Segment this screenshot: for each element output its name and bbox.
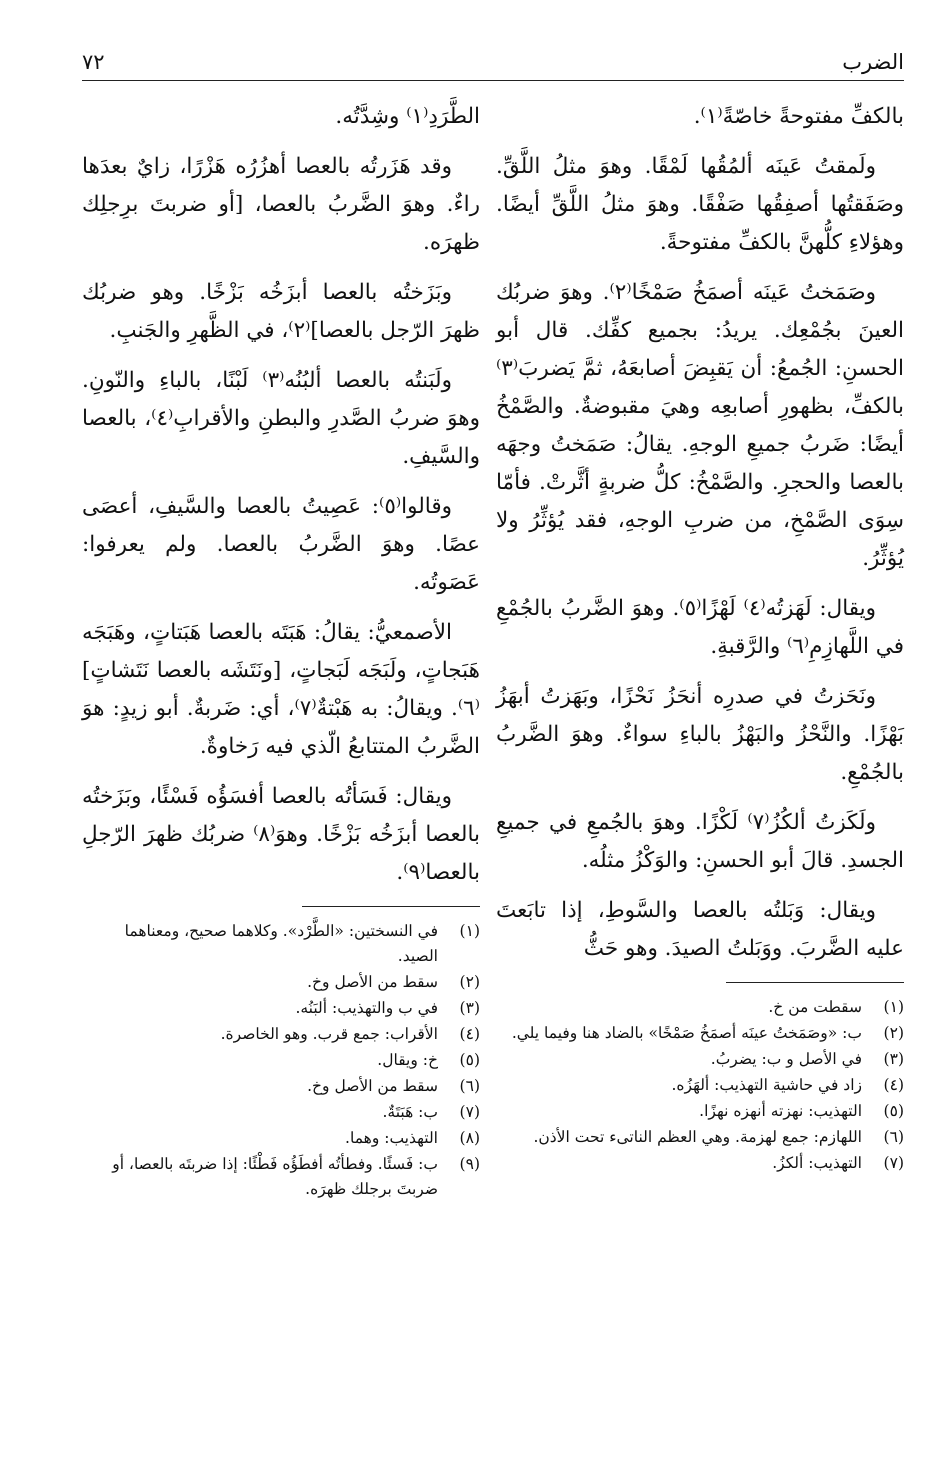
paragraph: وقالوا⁽٥⁾: عَصِيتُ بالعصا والسَّيفِ، أعصَى عصًا. وهوَ الضَّربُ بالعصا. ولم يعرفوا: عَصَوتُه. (82, 494, 480, 595)
footnote-number: (٧) (459, 1103, 480, 1121)
footnote-text: اللهازم: جمع لهزمة. وهي العظم الناتىء تحت الأذن. (533, 1128, 862, 1146)
footnote-text: زاد في حاشية التهذيب: ألهَزُه. (671, 1076, 862, 1094)
footnote (496, 1047, 904, 1072)
footnote-rule (302, 906, 480, 907)
footnote-number: (٤) (459, 1025, 480, 1043)
paragraph: وصَمَختُ عَينَه أصمَخُ صَمْخًا⁽٢⁾. وهوَ ضربُك العينَ بجُمْعِك. يريدُ: بجميع كفِّك. قال أبو الحسنِ: الجُمعُ: أن يَقبِضَ أصابعَهُ، ثمَّ يَضربَ⁽٣⁾ بالكفِّ، بظهورِ أصابعِه وهيَ مقبوضةٌ. والصَّمْخُ أيضًا: ضَربُ جميعِ الوجهِ. يقالُ: صَمَختُ وجهَه بالعصا والحجرِ. والصَّمْخُ: كلُّ ضربةٍ أثَّرتْ. فأمّا سِوَى الصَّمْخِ، من ضربِ الوجهِ، فقد يُؤثِّرُ ولا يُؤثِّرُ. (496, 280, 904, 571)
footnote (82, 1048, 480, 1073)
footnote-number: (٥) (459, 1051, 480, 1069)
footnote-text: التهذيب: نهزته أنهزه نهزًا. (699, 1102, 862, 1120)
footnote-text: في ب والتهذيب: ألبَنُه. (295, 999, 438, 1017)
footnote-number: (٩) (459, 1155, 480, 1173)
footnote (82, 1022, 480, 1047)
footnote (496, 1151, 904, 1176)
paragraph: ولَبَنتُه بالعصا ألبُنُه⁽٣⁾ لَبْنًا، بالباءِ والنّونِ. وهوَ ضربُ الصَّدرِ والبطنِ والأقرابِ⁽٤⁾، بالعصا والسَّيفِ. (82, 368, 480, 469)
footnote (496, 1073, 904, 1098)
right-column (496, 98, 904, 1177)
paragraph: ونَحَزتُ في صدرِه أنحَزُ نَحْزًا، وبَهَزتُ أبهَزُ بَهْزًا. والنَّحْزُ والبَهْزُ بالباءِ سواءٌ. وهوَ الضَّربُ بالجُمْعِ. (496, 684, 904, 785)
footnote-rule (726, 982, 904, 983)
paragraph: الطَّرَدِ⁽١⁾ وشِدَّتُه. (335, 104, 480, 129)
paragraph: ويقال: فَسَأتُه بالعصا أفسَؤُه فَسْئًا، وبَزَختُه بالعصا أبزَخُه بَزْخًا. وهوَ⁽٨⁾ ضربُك ظهرَ الرّجلِ بالعصا⁽٩⁾. (82, 784, 480, 885)
footnote (82, 1126, 480, 1151)
footnote-text: التهذيب: وهما. (345, 1129, 438, 1147)
footnote-number: (٢) (883, 1024, 904, 1042)
paragraph: ويقال: وَبَلتُه بالعصا والسَّوطِ، إذا تابَعتَ عليه الضَّربَ. ووَبَلتُ الصيدَ. وهو حَثُّ (496, 898, 904, 961)
paragraph: ويقال: لَهَزتُه⁽٤⁾ لَهْزًا⁽٥⁾. وهوَ الضَّربُ بالجُمْعِ في اللَّهازِمِ⁽٦⁾ والرَّقبةِ. (496, 596, 904, 659)
footnote-text: سقطت من خ. (768, 998, 862, 1016)
footnote-number: (٥) (883, 1102, 904, 1120)
footnote-text: التهذيب: ألكزُ. (772, 1154, 862, 1172)
left-column (82, 98, 480, 1203)
footnote-text: سقط من الأصل وخ. (307, 1077, 438, 1095)
footnote (82, 919, 480, 969)
footnotes (496, 995, 904, 1176)
footnote (496, 1099, 904, 1124)
footnote (496, 995, 904, 1020)
footnote-text: خ: ويقال. (377, 1051, 438, 1069)
paragraph: ولَكَزتُ ألكُزُ⁽٧⁾ لَكْزًا. وهوَ بالجُمعِ في جميعِ الجسدِ. قالَ أبو الحسنِ: والوَكْزُ مثلُه. (496, 810, 904, 873)
paragraph: ولَمقتُ عَينَه ألمُقُها لَمْقًا. وهوَ مثلُ اللَّقِّ. وصَفَقتُها أصفِقُها صَفْقًا. وهوَ مثلُ اللَّقِّ أيضًا. وهؤلاءِ كلُّهنَّ بالكفِّ مفتوحةً. (496, 154, 904, 255)
running-title: الضرب (842, 50, 904, 74)
footnote-number: (٦) (883, 1128, 904, 1146)
footnote-number: (٨) (459, 1129, 480, 1147)
footnote-text: ب: فَسئًا. وفطأتُه أفطَؤُه فَطْئًا: إذا ضربتَه بالعصا، أو ضربتَ برجلك ظهرَه. (112, 1155, 438, 1198)
footnote-number: (١) (883, 998, 904, 1016)
footnote (82, 1100, 480, 1125)
footnote-number: (١) (459, 922, 480, 940)
footnote-number: (٢) (459, 973, 480, 991)
footnote-number: (٧) (883, 1154, 904, 1172)
footnote-number: (٦) (459, 1077, 480, 1095)
footnote (496, 1021, 904, 1046)
page-header (82, 50, 904, 80)
footnote-number: (٣) (883, 1050, 904, 1068)
footnote-text: الأقراب: جمع قرب. وهو الخاصرة. (220, 1025, 438, 1043)
footnote-text: في النسختين: «الطَّرْد». وكلاهما صحيح، ومعناهما الصيد. (124, 922, 438, 965)
footnote-text: ب: «وصَمَختُ عينَه أصمَخُ صَمْخًا» بالضاد هنا وفيما يلي. (511, 1024, 862, 1042)
footnotes (82, 919, 480, 1202)
footnote (82, 1152, 480, 1202)
footnote-number: (٣) (459, 999, 480, 1017)
paragraph: بالكفِّ مفتوحةً خاصّةً⁽١⁾. (693, 104, 904, 129)
header-rule (82, 80, 904, 81)
footnote-text: في الأصل و ب: يضربُ. (710, 1050, 862, 1068)
footnote (82, 996, 480, 1021)
paragraph: وبَزَختُه بالعصا أبزَخُه بَزْخًا. وهو ضربُك ظهرَ الرّجل بالعصا]⁽٢⁾، في الظَّهرِ والجَنبِ. (82, 280, 480, 343)
footnote (82, 970, 480, 995)
footnote-number: (٤) (883, 1076, 904, 1094)
paragraph: وقد هَزَرتُه بالعصا أهزُرُه هَزْرًا، زايٌ بعدَها راءٌ. وهوَ الضَّربُ بالعصا، [أو ضربتَ برِجلِك ظهرَه. (82, 154, 480, 255)
footnote (496, 1125, 904, 1150)
footnote-text: ب: هَبَتَةٌ. (382, 1103, 438, 1121)
footnote-text: سقط من الأصل وخ. (307, 973, 438, 991)
footnote (82, 1074, 480, 1099)
page-number: ٧٢ (82, 50, 105, 74)
paragraph: الأصمعيُّ: يقالُ: هَبَتَه بالعصا هَبَتاتٍ، وهَبَجَه هَبَجاتٍ، ولَبَجَه لَبَجاتٍ، [ونَتَشَه بالعصا نَتَشاتٍ]⁽٦⁾. ويقالُ: به هَبْتةٌ⁽٧⁾، أي: ضَربةٌ. أبو زيدٍ: هوَ الضَّربُ المتتابعُ الّذي فيه رَخاوةٌ. (82, 620, 480, 759)
